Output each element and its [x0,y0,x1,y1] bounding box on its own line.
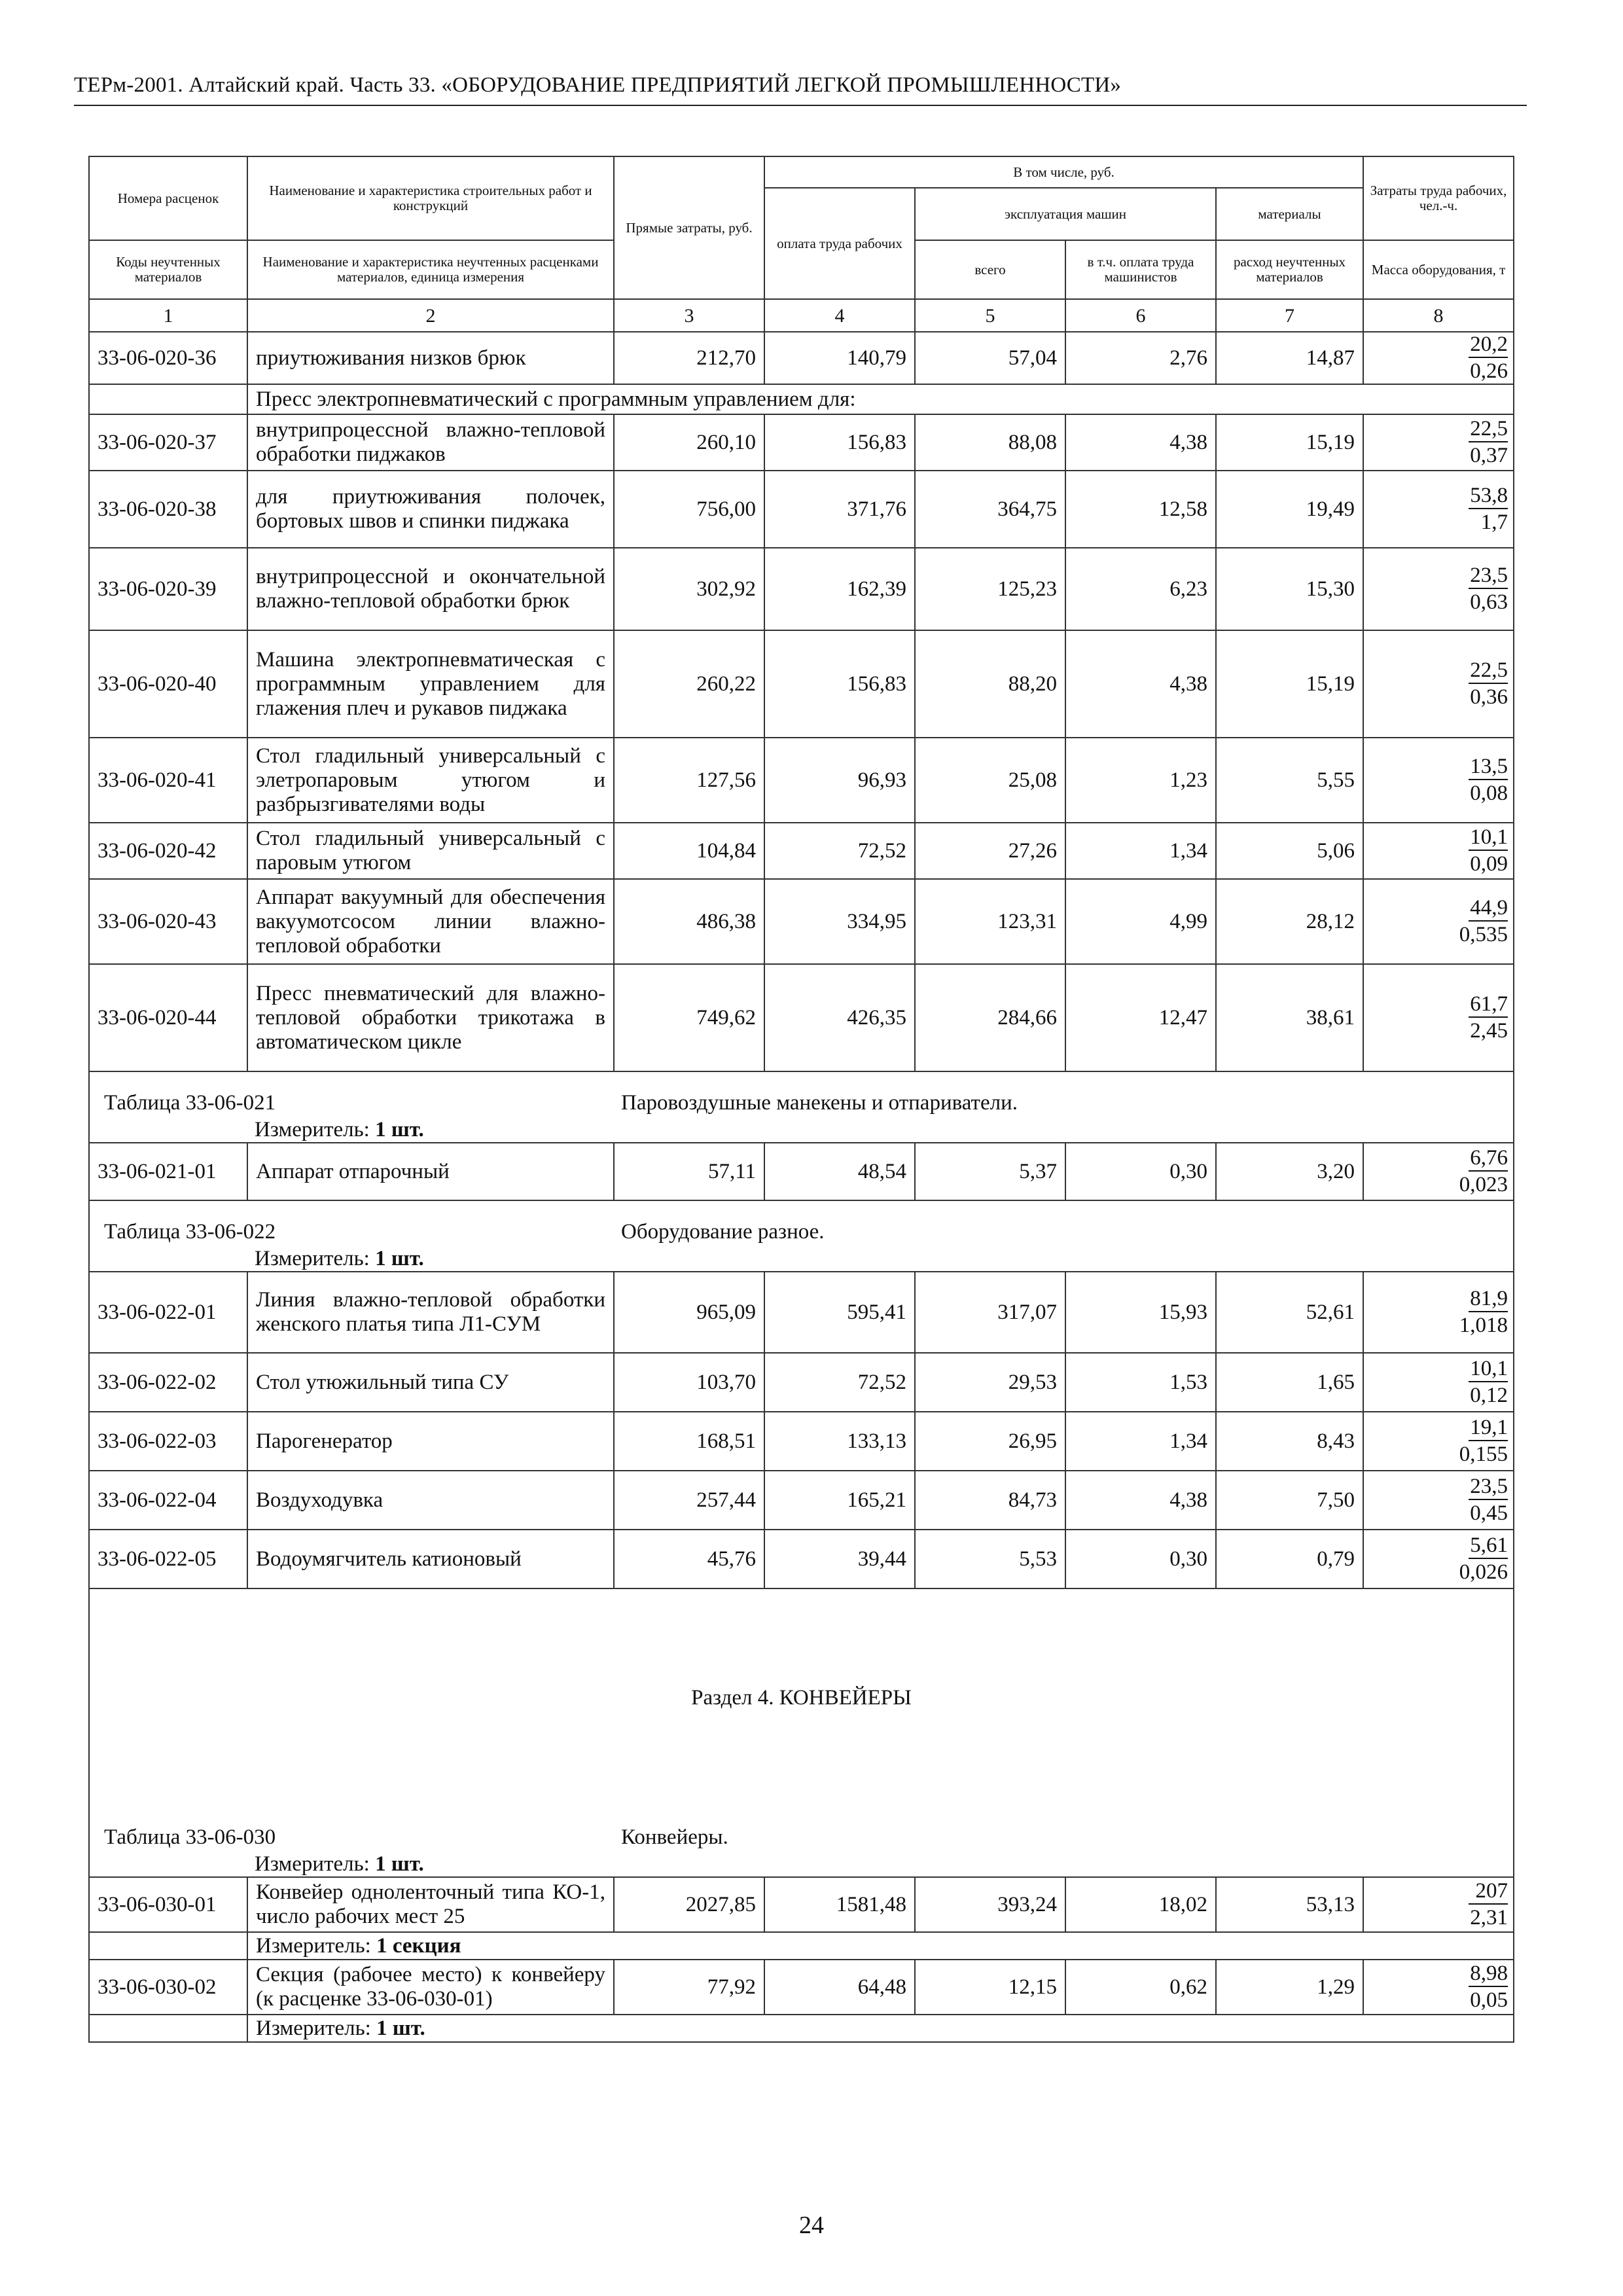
rate-code: 33-06-020-41 [89,738,247,823]
materials-cost: 5,06 [1216,823,1363,879]
header-labor-costs: Затраты труда рабочих, чел.-ч. [1363,156,1514,240]
section-4 [89,1588,1514,1806]
rate-code: 33-06-020-40 [89,630,247,738]
header-code-top: Номера расценок [89,156,247,240]
equipment-mass: 0,155 [1459,1443,1508,1466]
equipment-mass: 0,12 [1470,1384,1508,1407]
labor-costs: 8,98 [1469,1962,1508,1987]
header-labor-pay: оплата труда рабочих [764,188,915,299]
materials-cost: 8,43 [1216,1412,1363,1471]
equipment-mass: 0,36 [1470,685,1508,709]
labor-mass-fraction [1363,1960,1514,2015]
rows-b [89,414,1514,1071]
table-row [89,1353,1514,1412]
work-name: для приутюживания полочек, бортовых швов и спинки пиджака [247,471,614,548]
labor-pay: 595,41 [764,1272,915,1353]
labor-costs: 22,5 [1469,658,1508,684]
labor-pay: 64,48 [764,1960,915,2015]
materials-cost: 7,50 [1216,1471,1363,1530]
table-row [89,630,1514,738]
labor-costs: 61,7 [1469,992,1508,1018]
rate-code: 33-06-030-02 [89,1960,247,2015]
unit-label: Измеритель: [255,1247,370,1270]
equipment-mass: 1,7 [1480,511,1508,534]
machines-total: 5,53 [915,1530,1065,1588]
table-030-heading [89,1806,1514,1877]
materials-cost: 19,49 [1216,471,1363,548]
rate-code: 33-06-020-39 [89,548,247,630]
direct-cost: 2027,85 [614,1877,764,1932]
unit-line [247,2015,1514,2042]
rate-code: 33-06-022-04 [89,1471,247,1530]
direct-cost: 168,51 [614,1412,764,1471]
equipment-mass: 0,05 [1470,1988,1508,2012]
direct-cost: 749,62 [614,964,764,1071]
table-row [89,1877,1514,1932]
labor-mass-fraction [1363,1412,1514,1471]
table-row [89,738,1514,823]
work-name: внутрипроцессной влажно-тепловой обработки пиджаков [247,414,614,471]
machines-total: 88,08 [915,414,1065,471]
column-numbers-row [89,299,1514,332]
machines-total: 125,23 [915,548,1065,630]
equipment-mass: 0,09 [1470,852,1508,876]
machinists-pay: 15,93 [1065,1272,1216,1353]
table-header [89,156,1514,332]
labor-pay: 156,83 [764,414,915,471]
column-number: 7 [1216,299,1363,332]
work-name: Машина электропневматическая с программным управлением для глажения плеч и рукавов пиджака [247,630,614,738]
work-name: Парогенератор [247,1412,614,1471]
work-name: Стол гладильный универсальный с паровым утюгом [247,823,614,879]
labor-mass-fraction [1363,471,1514,548]
table-row [89,879,1514,964]
table-row [89,414,1514,471]
header-code-bottom: Коды неучтенных материалов [89,240,247,299]
column-number: 4 [764,299,915,332]
work-name: приутюживания низков брюк [247,332,614,384]
direct-cost: 77,92 [614,1960,764,2015]
header-direct: Прямые затраты, руб. [614,156,764,299]
table-code: Таблица 33-06-030 [104,1825,276,1849]
labor-pay: 48,54 [764,1143,915,1200]
labor-costs: 5,61 [1469,1534,1508,1559]
table-row [89,332,1514,384]
materials-cost: 3,20 [1216,1143,1363,1200]
table-code: Таблица 33-06-021 [104,1091,276,1115]
unit-last [89,2015,1514,2042]
group-press [89,384,1514,414]
column-number: 1 [89,299,247,332]
machines-total: 284,66 [915,964,1065,1071]
direct-cost: 57,11 [614,1143,764,1200]
work-name: Аппарат отпарочный [247,1143,614,1200]
materials-cost: 5,55 [1216,738,1363,823]
table-row [89,1143,1514,1200]
labor-costs: 19,1 [1469,1416,1508,1441]
direct-cost: 45,76 [614,1530,764,1588]
table-row [89,1272,1514,1353]
work-name: Стол утюжильный типа СУ [247,1353,614,1412]
equipment-mass: 1,018 [1459,1314,1508,1337]
machinists-pay: 1,53 [1065,1353,1216,1412]
direct-cost: 103,70 [614,1353,764,1412]
labor-costs: 53,8 [1469,484,1508,509]
header-name-top: Наименование и характеристика строительных работ и конструкций [247,156,614,240]
machines-total: 29,53 [915,1353,1065,1412]
unit-line [89,1852,1514,1877]
labor-pay: 334,95 [764,879,915,964]
equipment-mass: 0,026 [1459,1560,1508,1584]
group-title: Пресс электропневматический с программным управлением для: [247,384,1514,414]
unit-line [89,1118,1514,1143]
rows-d [89,1272,1514,1588]
machinists-pay: 4,38 [1065,1471,1216,1530]
equipment-mass: 0,08 [1470,781,1508,805]
table-row [89,823,1514,879]
direct-cost: 104,84 [614,823,764,879]
labor-costs: 6,76 [1469,1146,1508,1172]
unit-section [89,1932,1514,1960]
labor-pay: 165,21 [764,1471,915,1530]
labor-pay: 426,35 [764,964,915,1071]
work-name: Воздуходувка [247,1471,614,1530]
materials-cost: 1,29 [1216,1960,1363,2015]
work-name: Линия влажно-тепловой обработки женского платья типа Л1-СУМ [247,1272,614,1353]
unit-value: 1 шт. [375,1852,424,1876]
labor-mass-fraction [1363,879,1514,964]
labor-mass-fraction [1363,1143,1514,1200]
labor-costs: 22,5 [1469,417,1508,442]
materials-cost: 14,87 [1216,332,1363,384]
rate-code: 33-06-022-05 [89,1530,247,1588]
materials-cost: 38,61 [1216,964,1363,1071]
table-title: Паровоздушные манекены и отпариватели. [621,1091,1018,1115]
direct-cost: 302,92 [614,548,764,630]
work-name: внутрипроцессной и окончательной влажно-тепловой обработки брюк [247,548,614,630]
work-name: Пресс пневматический для влажно-тепловой обработки трикотажа в автоматическом цикле [247,964,614,1071]
direct-cost: 260,10 [614,414,764,471]
unit-label: Измеритель: [256,2016,371,2040]
machinists-pay: 4,38 [1065,630,1216,738]
rate-code: 33-06-020-42 [89,823,247,879]
labor-mass-fraction [1363,414,1514,471]
unit-value: 1 секция [376,1933,461,1958]
equipment-mass: 0,63 [1470,590,1508,614]
rate-code: 33-06-030-01 [89,1877,247,1932]
unit-label: Измеритель: [256,1933,371,1958]
column-number: 6 [1065,299,1216,332]
table-title: Конвейеры. [621,1825,728,1849]
equipment-mass: 0,26 [1470,359,1508,383]
table-022-heading [89,1200,1514,1272]
machinists-pay: 4,99 [1065,879,1216,964]
labor-mass-fraction [1363,630,1514,738]
table-row [89,1471,1514,1530]
machinists-pay: 0,30 [1065,1530,1216,1588]
machinists-pay: 0,30 [1065,1143,1216,1200]
machines-total: 88,20 [915,630,1065,738]
machinists-pay: 18,02 [1065,1877,1216,1932]
column-number: 2 [247,299,614,332]
machines-total: 317,07 [915,1272,1065,1353]
unit-value: 1 шт. [375,1118,424,1141]
labor-pay: 72,52 [764,823,915,879]
direct-cost: 257,44 [614,1471,764,1530]
header-rule [74,105,1527,106]
work-name: Секция (рабочее место) к конвейеру (к расценке 33-06-030-01) [247,1960,614,2015]
equipment-mass: 0,37 [1470,444,1508,467]
materials-cost: 15,19 [1216,630,1363,738]
labor-pay: 96,93 [764,738,915,823]
materials-cost: 0,79 [1216,1530,1363,1588]
labor-pay: 39,44 [764,1530,915,1588]
unit-value: 1 шт. [376,2016,425,2040]
labor-costs: 13,5 [1469,755,1508,780]
table-row [89,1960,1514,2015]
machinists-pay: 0,62 [1065,1960,1216,2015]
materials-cost: 52,61 [1216,1272,1363,1353]
header-equipment-mass: Масса оборудования, т [1363,240,1514,299]
rate-code: 33-06-021-01 [89,1143,247,1200]
header-machines: эксплуатация машин [915,188,1216,240]
rate-code: 33-06-020-37 [89,414,247,471]
table-row [89,471,1514,548]
machinists-pay: 12,47 [1065,964,1216,1071]
table-code: Таблица 33-06-022 [104,1220,276,1244]
unit-label: Измеритель: [255,1852,370,1876]
machines-total: 84,73 [915,1471,1065,1530]
equipment-mass: 0,535 [1459,923,1508,946]
machines-total: 27,26 [915,823,1065,879]
header-including: В том числе, руб. [764,156,1363,188]
rate-code: 33-06-020-38 [89,471,247,548]
page-number: 24 [799,2212,824,2239]
labor-costs: 10,1 [1469,825,1508,851]
labor-mass-fraction [1363,1877,1514,1932]
machinists-pay: 6,23 [1065,548,1216,630]
direct-cost: 486,38 [614,879,764,964]
equipment-mass: 0,45 [1470,1501,1508,1525]
machinists-pay: 1,34 [1065,1412,1216,1471]
machinists-pay: 12,58 [1065,471,1216,548]
labor-costs: 207 [1469,1879,1508,1905]
labor-costs: 23,5 [1469,564,1508,589]
unit-value: 1 шт. [375,1247,424,1270]
equipment-mass: 0,023 [1459,1173,1508,1196]
labor-pay: 162,39 [764,548,915,630]
direct-cost: 965,09 [614,1272,764,1353]
unit-line [247,1932,1514,1960]
machinists-pay: 4,38 [1065,414,1216,471]
machines-total: 12,15 [915,1960,1065,2015]
column-number: 8 [1363,299,1514,332]
rows-a [89,332,1514,384]
machinists-pay: 2,76 [1065,332,1216,384]
labor-pay: 72,52 [764,1353,915,1412]
rate-code: 33-06-022-02 [89,1353,247,1412]
table-title: Оборудование разное. [621,1220,825,1244]
header-machinists-pay: в т.ч. оплата труда машинистов [1065,240,1216,299]
labor-mass-fraction [1363,1530,1514,1588]
labor-mass-fraction [1363,738,1514,823]
rate-code: 33-06-020-44 [89,964,247,1071]
equipment-mass: 2,31 [1470,1906,1508,1929]
labor-costs: 23,5 [1469,1475,1508,1500]
header-machines-total: всего [915,240,1065,299]
machinists-pay: 1,23 [1065,738,1216,823]
labor-costs: 44,9 [1469,896,1508,922]
labor-pay: 133,13 [764,1412,915,1471]
rows-e [89,1877,1514,1932]
machines-total: 26,95 [915,1412,1065,1471]
labor-mass-fraction [1363,1353,1514,1412]
materials-cost: 15,19 [1216,414,1363,471]
unit-label: Измеритель: [255,1118,370,1141]
table-row [89,548,1514,630]
labor-mass-fraction [1363,1272,1514,1353]
machinists-pay: 1,34 [1065,823,1216,879]
header-materials: материалы [1216,188,1363,240]
work-name: Аппарат вакуумный для обеспечения вакуумотсосом линии влажно-тепловой обработки [247,879,614,964]
table-row [89,964,1514,1071]
labor-costs: 20,2 [1469,332,1508,358]
machines-total: 57,04 [915,332,1065,384]
machines-total: 364,75 [915,471,1065,548]
machines-total: 5,37 [915,1143,1065,1200]
rate-code: 33-06-022-01 [89,1272,247,1353]
labor-mass-fraction [1363,823,1514,879]
labor-mass-fraction [1363,332,1514,384]
labor-pay: 156,83 [764,630,915,738]
unit-line [89,1247,1514,1272]
labor-mass-fraction [1363,1471,1514,1530]
labor-pay: 371,76 [764,471,915,548]
work-name: Стол гладильный универсальный с элетропаровым утюгом и разбрызгивателями воды [247,738,614,823]
table-021-heading [89,1071,1514,1143]
labor-costs: 81,9 [1469,1287,1508,1312]
labor-costs: 10,1 [1469,1357,1508,1382]
rate-code: 33-06-020-43 [89,879,247,964]
machines-total: 393,24 [915,1877,1065,1932]
labor-mass-fraction [1363,548,1514,630]
rows-c [89,1143,1514,1200]
materials-cost: 53,13 [1216,1877,1363,1932]
labor-pay: 1581,48 [764,1877,915,1932]
direct-cost: 260,22 [614,630,764,738]
table-row [89,1412,1514,1471]
materials-cost: 15,30 [1216,548,1363,630]
labor-pay: 140,79 [764,332,915,384]
running-header: ТЕРм-2001. Алтайский край. Часть 33. «ОБОРУДОВАНИЕ ПРЕДПРИЯТИЙ ЛЕГКОЙ ПРОМЫШЛЕННОСТИ» [74,73,1122,97]
column-number: 3 [614,299,764,332]
estimate-table [88,156,1514,2043]
rate-code: 33-06-020-36 [89,332,247,384]
section-title: Раздел 4. КОНВЕЙЕРЫ [89,1588,1514,1806]
materials-cost: 28,12 [1216,879,1363,964]
work-name: Водоумягчитель катионовый [247,1530,614,1588]
materials-cost: 1,65 [1216,1353,1363,1412]
labor-mass-fraction [1363,964,1514,1071]
rows-f [89,1960,1514,2015]
direct-cost: 756,00 [614,471,764,548]
header-name-bottom: Наименование и характеристика неучтенных расценками материалов, единица измерения [247,240,614,299]
work-name: Конвейер одноленточный типа КО-1, число рабочих мест 25 [247,1877,614,1932]
machines-total: 25,08 [915,738,1065,823]
table-row [89,1530,1514,1588]
rate-code: 33-06-022-03 [89,1412,247,1471]
header-materials-bottom: расход неучтенных материалов [1216,240,1363,299]
equipment-mass: 2,45 [1470,1019,1508,1043]
machines-total: 123,31 [915,879,1065,964]
column-number: 5 [915,299,1065,332]
direct-cost: 212,70 [614,332,764,384]
direct-cost: 127,56 [614,738,764,823]
